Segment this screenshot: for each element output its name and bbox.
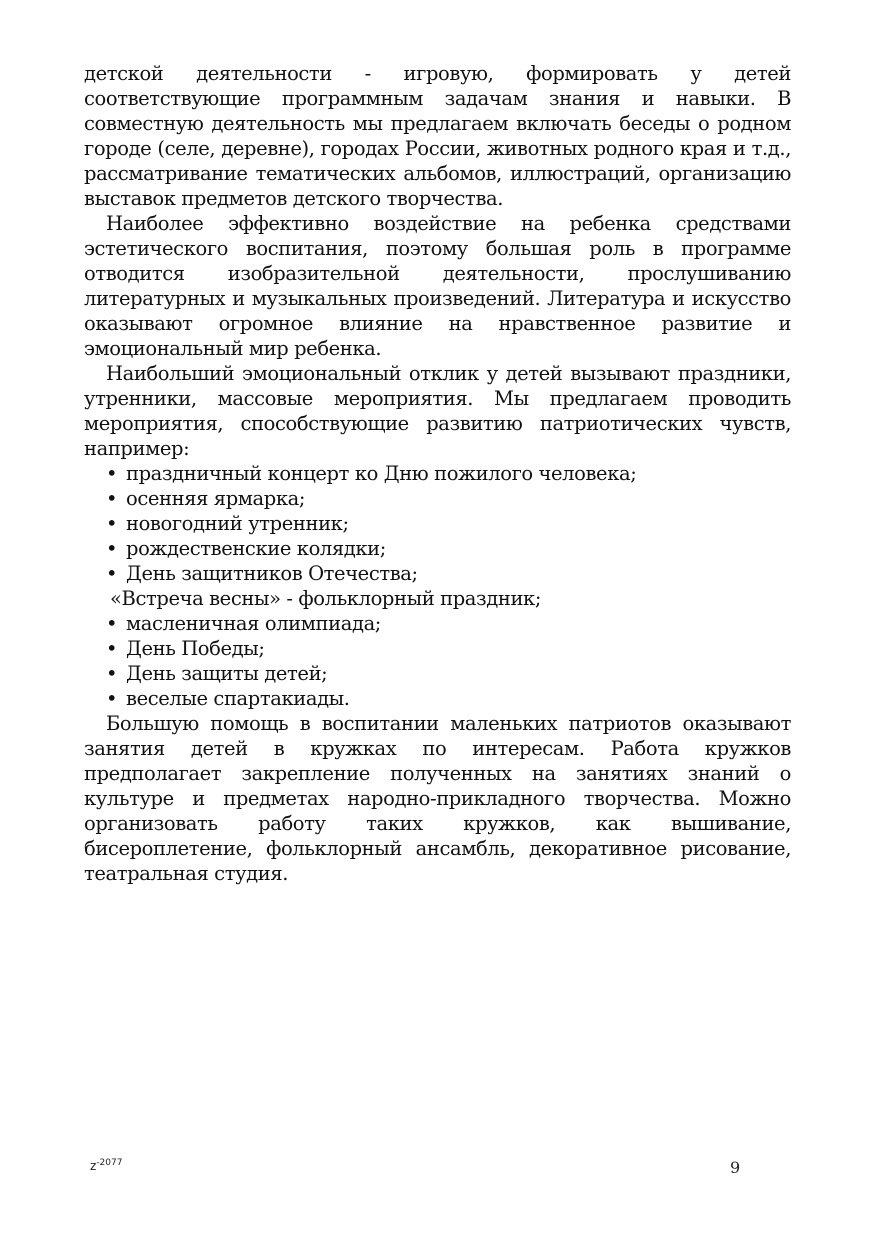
paragraph-3: Наибольший эмоциональный отклик у детей вызывают праздники, утренники, массовые мероприятия. Мы предлагаем проводить мероприятия, способствующие развитию патриотических чувств, например:	[84, 362, 791, 460]
bullet-icon: •	[106, 487, 118, 510]
list-item-text: масленичная олимпиада;	[126, 612, 381, 635]
bullet-icon: •	[106, 662, 118, 685]
list-item-text: «Встреча весны» - фольклорный праздник;	[110, 587, 541, 610]
footer-code-sup: -2077	[96, 1158, 123, 1168]
list-item-text: День защитников Отечества;	[126, 562, 418, 585]
document-body	[84, 61, 791, 886]
bullet-icon: •	[106, 462, 118, 485]
bullet-icon: •	[106, 687, 118, 710]
events-list	[84, 461, 791, 711]
paragraph-1: детской деятельности - игровую, формировать у детей соответствующие программным задачам знания и навыки. В совместную деятельность мы предлагаем включать беседы о родном городе (селе, деревне), городах России, животных родного края и т.д., рассматривание тематических альбомов, иллюстраций, организацию выставок предметов детского творчества.	[84, 62, 791, 210]
bullet-icon: •	[106, 512, 118, 535]
list-item-text: День Победы;	[126, 637, 265, 660]
footer-code	[90, 1158, 122, 1173]
list-item-text: новогодний утренник;	[126, 512, 349, 535]
list-item-text: веселые спартакиады.	[126, 687, 350, 710]
list-item	[84, 586, 791, 611]
bullet-icon: •	[106, 562, 118, 585]
list-item-text: праздничный концерт ко Дню пожилого человека;	[126, 462, 637, 485]
bullet-icon: •	[106, 637, 118, 660]
list-item	[84, 536, 791, 561]
list-item	[84, 686, 791, 711]
paragraph-2: Наиболее эффективно воздействие на ребенка средствами эстетического воспитания, поэтому большая роль в программе отводится изобразительной деятельности, прослушиванию литературных и музыкальных произведений. Литература и искусство оказывают огромное влияние на нравственное развитие и эмоциональный мир ребенка.	[84, 212, 791, 360]
page-number: 9	[730, 1158, 741, 1177]
bullet-icon: •	[106, 537, 118, 560]
bullet-icon: •	[106, 612, 118, 635]
list-item-text: рождественские колядки;	[126, 537, 386, 560]
footer-code-base: z	[90, 1159, 97, 1173]
list-item	[84, 461, 791, 486]
paragraph-4: Большую помощь в воспитании маленьких патриотов оказывают занятия детей в кружках по интересам. Работа кружков предполагает закрепление полученных на занятиях знаний о культуре и предметах народно-прикладного творчества. Можно организовать работу таких кружков, как вышивание, бисероплетение, фольклорный ансамбль, декоративное рисование, театральная студия.	[84, 712, 791, 885]
list-item	[84, 511, 791, 536]
list-item	[84, 561, 791, 586]
list-item-text: осенняя ярмарка;	[126, 487, 306, 510]
list-item-text: День защиты детей;	[126, 662, 328, 685]
list-item	[84, 636, 791, 661]
list-item	[84, 486, 791, 511]
list-item	[84, 661, 791, 686]
list-item	[84, 611, 791, 636]
document-page	[84, 61, 791, 886]
